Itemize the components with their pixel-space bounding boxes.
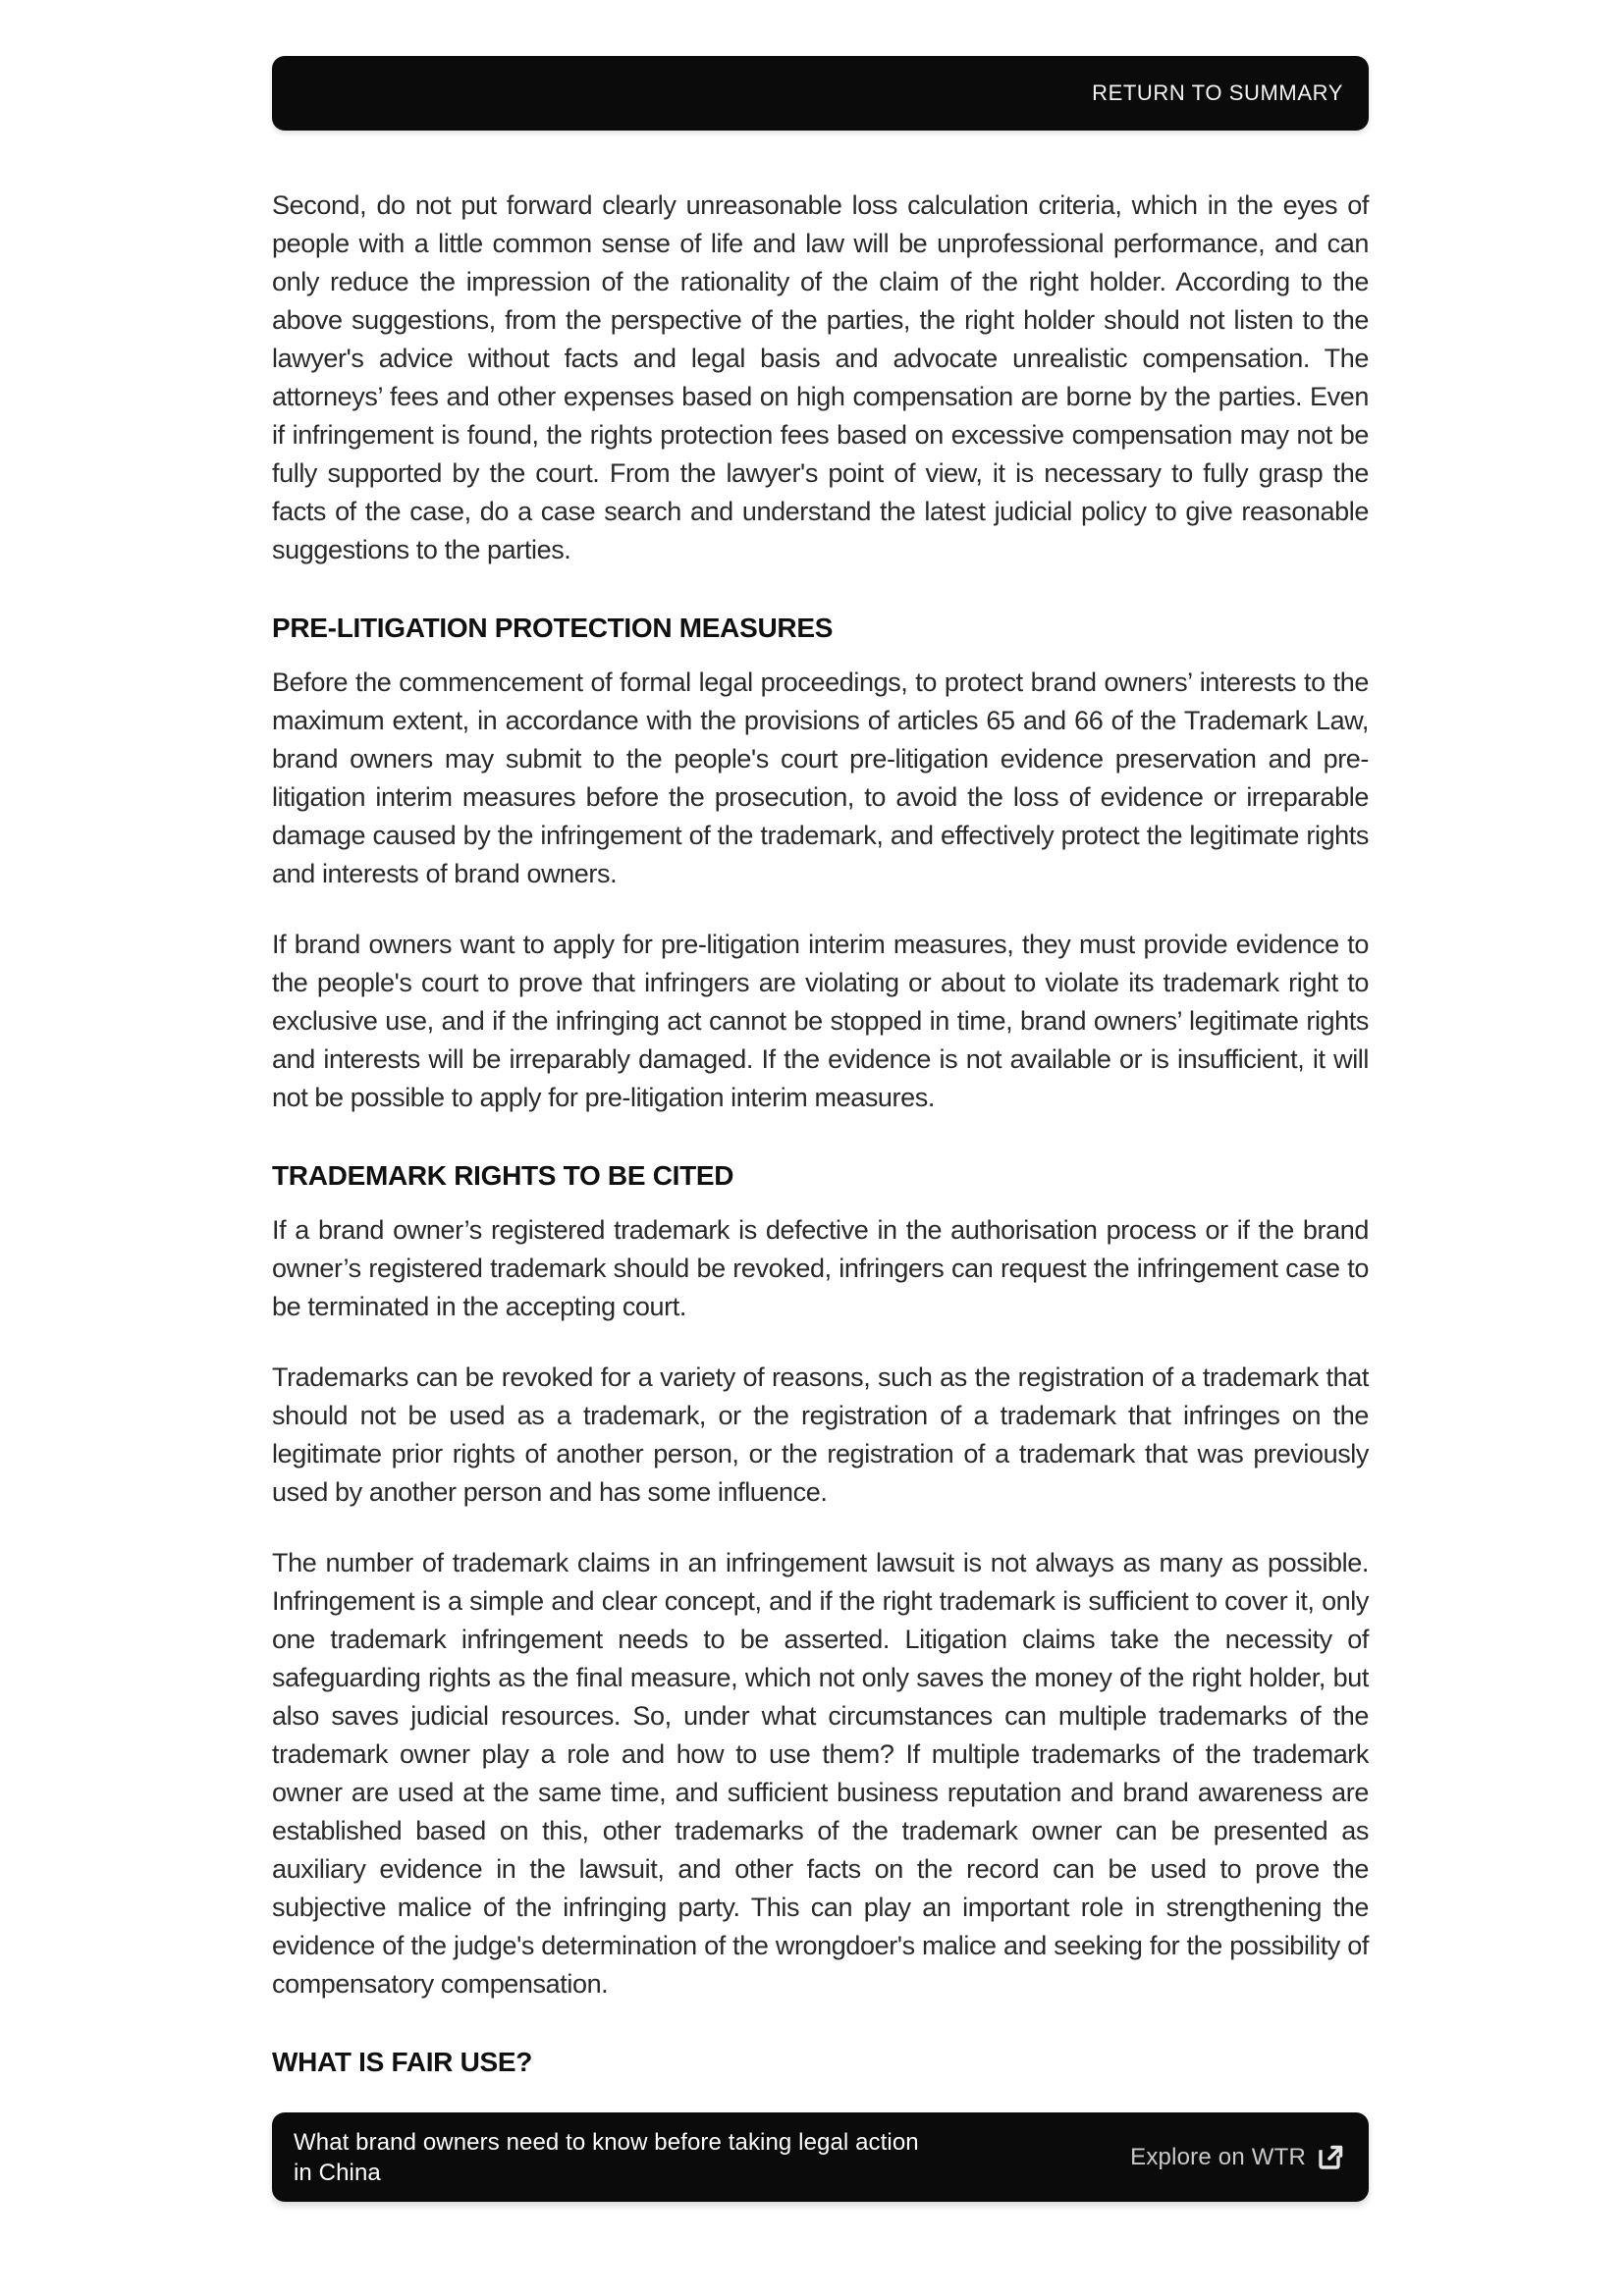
external-link-icon	[1318, 2145, 1343, 2170]
paragraph-number-of-claims: The number of trademark claims in an infringement lawsuit is not always as many as possible. Infringement is a simple and clear concept, and if the right trademark is sufficient to cover it, only one trademark infringement needs to be asserted. Litigation claims take the necessity of safeguarding rights as the final measure, which not only saves the money of the right holder, but also saves judicial resources. So, under what circumstances can multiple trademarks of the trademark owner play a role and how to use them? If multiple trademarks of the trademark owner are used at the same time, and sufficient business reputation and brand awareness are established based on this, other trademarks of the trademark owner can be presented as auxiliary evidence in the lawsuit, and other facts on the record can be used to prove the subjective malice of the infringing party. This can play an important role in strengthening the evidence of the judge's determination of the wrongdoer's malice and seeking for the possibility of compensatory compensation.	[272, 1548, 1369, 1999]
paragraph-revocation-reasons: Trademarks can be revoked for a variety of reasons, such as the registration of a trademark that should not be used as a trademark, or the registration of a trademark that infringes on the legitimate prior rights of another person, or the registration of a trademark that was previously used by another person and has some influence.	[272, 1362, 1369, 1507]
section-heading-fair-use: WHAT IS FAIR USE?	[272, 2047, 533, 2077]
explore-link-label: Explore on WTR	[1130, 2143, 1306, 2170]
footer-article-title: What brand owners need to know before taking legal action in China	[294, 2128, 919, 2186]
paragraph-loss-calculation: Second, do not put forward clearly unreasonable loss calculation criteria, which in the eyes of people with a little common sense of life and law will be unprofessional performance, and can only reduce the impression of the rationality of the claim of the right holder. According to the above suggestions, from the perspective of the parties, the right holder should not listen to the lawyer's advice without facts and legal basis and advocate unrealistic compensation. The attorneys’ fees and other expenses based on high compensation are borne by the parties. Even if infringement is found, the rights protection fees based on excessive compensation may not be fully supported by the court. From the lawyer's point of view, it is necessary to fully grasp the facts of the case, do a case search and understand the latest judicial policy to give reasonable suggestions to the parties.	[272, 190, 1369, 564]
section-heading-pre-litigation: PRE-LITIGATION PROTECTION MEASURES	[272, 613, 834, 643]
summary-nav-bar	[272, 56, 1369, 131]
paragraph-defective-trademark: If a brand owner’s registered trademark is defective in the authorisation process or if the brand owner’s registered trademark should be revoked, infringers can request the infringement case to be terminated in the accepting court.	[272, 1215, 1369, 1321]
section-heading-trademark-rights: TRADEMARK RIGHTS TO BE CITED	[272, 1160, 734, 1191]
explore-on-wtr-link[interactable]	[1130, 2144, 1343, 2171]
paragraph-interim-measures: If brand owners want to apply for pre-litigation interim measures, they must provide evidence to the people's court to prove that infringers are violating or about to violate its trademark right to exclusive use, and if the infringing act cannot be stopped in time, brand owners’ legitimate rights and interests will be irreparably damaged. If the evidence is not available or is insufficient, it will not be possible to apply for pre-litigation interim measures.	[272, 930, 1369, 1112]
paragraph-before-proceedings: Before the commencement of formal legal proceedings, to protect brand owners’ interests to the maximum extent, in accordance with the provisions of articles 65 and 66 of the Trademark Law, brand owners may submit to the people's court pre-litigation evidence preservation and pre-litigation interim measures before the prosecution, to avoid the loss of evidence or irreparable damage caused by the infringement of the trademark, and effectively protect the legitimate rights and interests of brand owners.	[272, 667, 1369, 888]
article-body	[272, 187, 1369, 2098]
return-to-summary-link[interactable]: RETURN TO SUMMARY	[1092, 80, 1343, 105]
footer-bar	[272, 2112, 1369, 2202]
